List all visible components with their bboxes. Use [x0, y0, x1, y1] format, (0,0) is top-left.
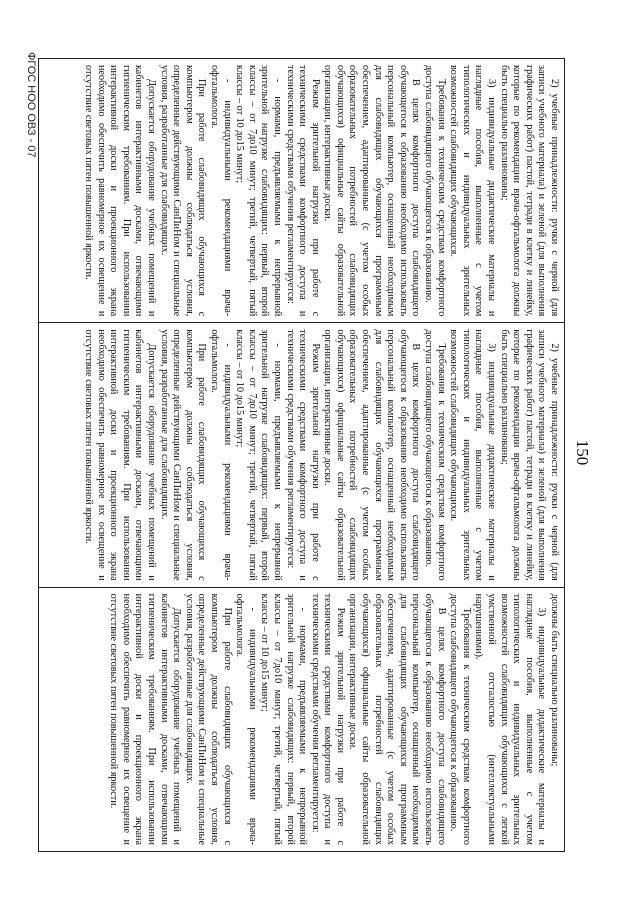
- paragraph: В целях комфортного доступа слабовидящего обучающегося к образованию необходимо использовать персональный компьютер, оснащенный необходимым для слабовидящих обучающихся программным обеспечением, адаптированные (с учетом особых образовательных потребностей слабовидящих обучающихся) официальные сайты образовательной организации, интерактивные доски.: [322, 329, 422, 581]
- paragraph: Допускается оборудование учебных помещений и кабинетов интерактивными досками, отвечающими гигиеническим требованиям. При использовании интерактивной доски и проекционного экрана необходимо обеспечить равномерное их освещение и отсутствие световых пятен повышенной яркости.: [83, 65, 157, 317]
- paragraph: Требования к техническим средствам комфортного доступа слабовидящего обучающегося к образованию.: [423, 65, 447, 317]
- table-column-2: [39, 322, 564, 586]
- paragraph: При работе слабовидящих обучающихся с компьютером должны соблюдаться условия, определенные действующими СанПиНом и специальные условия, разработанные для слабовидящих.: [183, 593, 233, 845]
- paragraph: должны быть специально разлинованы;: [549, 593, 560, 767]
- paragraph: - нормами, предъявляемыми к непрерывной зрительной нагрузке слабовидящих: первый, второй классы – от 7до10 минут; третий, четвертый, пятый классы – от 10 до15 минут;: [234, 65, 283, 317]
- paragraph: Требования к техническим средствам комфортного доступа слабовидящего обучающегося к образованию.: [448, 593, 472, 845]
- paragraph: В целях комфортного доступа слабовидящего обучающегося к образованию необходимо использовать персональный компьютер, оснащенный необходимым для слабовидящих обучающихся программным обеспечением, адаптированные (с учетом особых образовательных потребностей слабовидящих обучающихся) официальные сайты образовательной организации, интерактивные доски.: [322, 65, 422, 317]
- paragraph: Допускается оборудование учебных помещений и кабинетов интерактивными досками, отвечающими гигиеническим требованиям. При использовании интерактивной доски и проекционного экрана необходимо обеспечить равномерное их освещение и отсутствие световых пятен повышенной яркости.: [83, 329, 157, 581]
- paragraph: При работе слабовидящих обучающихся с компьютером должны соблюдаться условия, определенные действующими СанПиНом и специальные условия, разработанные для слабовидящих.: [158, 329, 208, 581]
- paragraph: Режим зрительной нагрузки при работе с техническими средствами комфортного доступа и техническими средствами обучения регламентируется:: [284, 65, 321, 317]
- page-number: 150: [573, 439, 592, 466]
- paragraph: Режим зрительной нагрузки при работе с техническими средствами комфортного доступа и техническими средствами обучения регламентируется:: [309, 593, 346, 845]
- table-column-1: [39, 59, 564, 322]
- document-code-footer: ФГОС НОО ОВЗ - 07: [25, 52, 37, 158]
- table-column-3: [39, 587, 564, 851]
- paragraph: 2) учебные принадлежности: ручки с черной (для записи учебного материала) и зеленой (для выполнения графических работ) пастой, тетради в клетку и линейку, которые по рекомендации врача-офтальмолога должны быть специально разлинованы;: [498, 65, 560, 317]
- paragraph: Требования к техническим средствам комфортного доступа слабовидящего обучающегося к образованию.: [423, 329, 447, 581]
- paragraph: 3) индивидуальные дидактические материалы и наглядные пособия, выполненные с учетом типологических и индивидуальных зрительных возможностей слабовидящих обучающихся.: [448, 329, 498, 581]
- paragraph: 2) учебные принадлежности: ручки с черной (для записи учебного материала) и зеленой (для выполнения графических работ) пастой, тетради в клетку и линейку, которые по рекомендации врача-офтальмолога должны быть специально разлинованы;: [498, 329, 560, 581]
- paragraph: При работе слабовидящих обучающихся с компьютером должны соблюдаться условия, определенные действующими СанПиНом и специальные условия, разработанные для слабовидящих.: [158, 65, 208, 317]
- paragraph: - нормами, предъявляемыми к непрерывной зрительной нагрузке слабовидящих: первый, второй классы – от 7до10 минут; третий, четвертый, пятый классы – от 10 до15 минут;: [234, 329, 283, 581]
- paragraph: Допускается оборудование учебных помещений и кабинетов интерактивными досками, отвечающими гигиеническим требованиям. При использовании интерактивной доски и проекционного экрана необходимо обеспечить равномерное их освещение и отсутствие световых пятен повышенной яркости.: [108, 593, 183, 845]
- comparison-table: [38, 58, 565, 852]
- paragraph: 3) индивидуальные дидактические материалы и наглядные пособия, выполненные с учетом типологических и индивидуальных зрительных возможностей слабовидящих обучающихся с легкой умственной отсталостью (интеллектуальными нарушениями).: [473, 593, 548, 845]
- paragraph: - индивидуальными рекомендациями врача-офтальмолога.: [208, 65, 233, 317]
- paragraph: - индивидуальными рекомендациями врача-офтальмолога.: [234, 593, 258, 845]
- paragraph: 3) индивидуальные дидактические материалы и наглядные пособия, выполненные с учетом типологических и индивидуальных зрительных возможностей слабовидящих обучающихся.: [448, 65, 498, 317]
- paragraph: Режим зрительной нагрузки при работе с техническими средствами комфортного доступа и техническими средствами обучения регламентируется:: [284, 329, 321, 581]
- paragraph: В целях комфортного доступа слабовидящего обучающегося к образованию необходимо использовать персональный компьютер, оснащенный необходимым для слабовидящих обучающихся программным обеспечением, адаптированные (с учетом особых образовательных потребностей слабовидящих обучающихся) официальные сайты образовательной организации, интерактивные доски.: [347, 593, 447, 845]
- paragraph: - нормами, предъявляемыми к непрерывной зрительной нагрузке слабовидящих: первый, второй классы – от 7до10 минут; третий, четвертый, пятый классы – от 10 до15 минут;: [259, 593, 309, 845]
- paragraph: - индивидуальными рекомендациями врача-офтальмолога.: [208, 329, 233, 581]
